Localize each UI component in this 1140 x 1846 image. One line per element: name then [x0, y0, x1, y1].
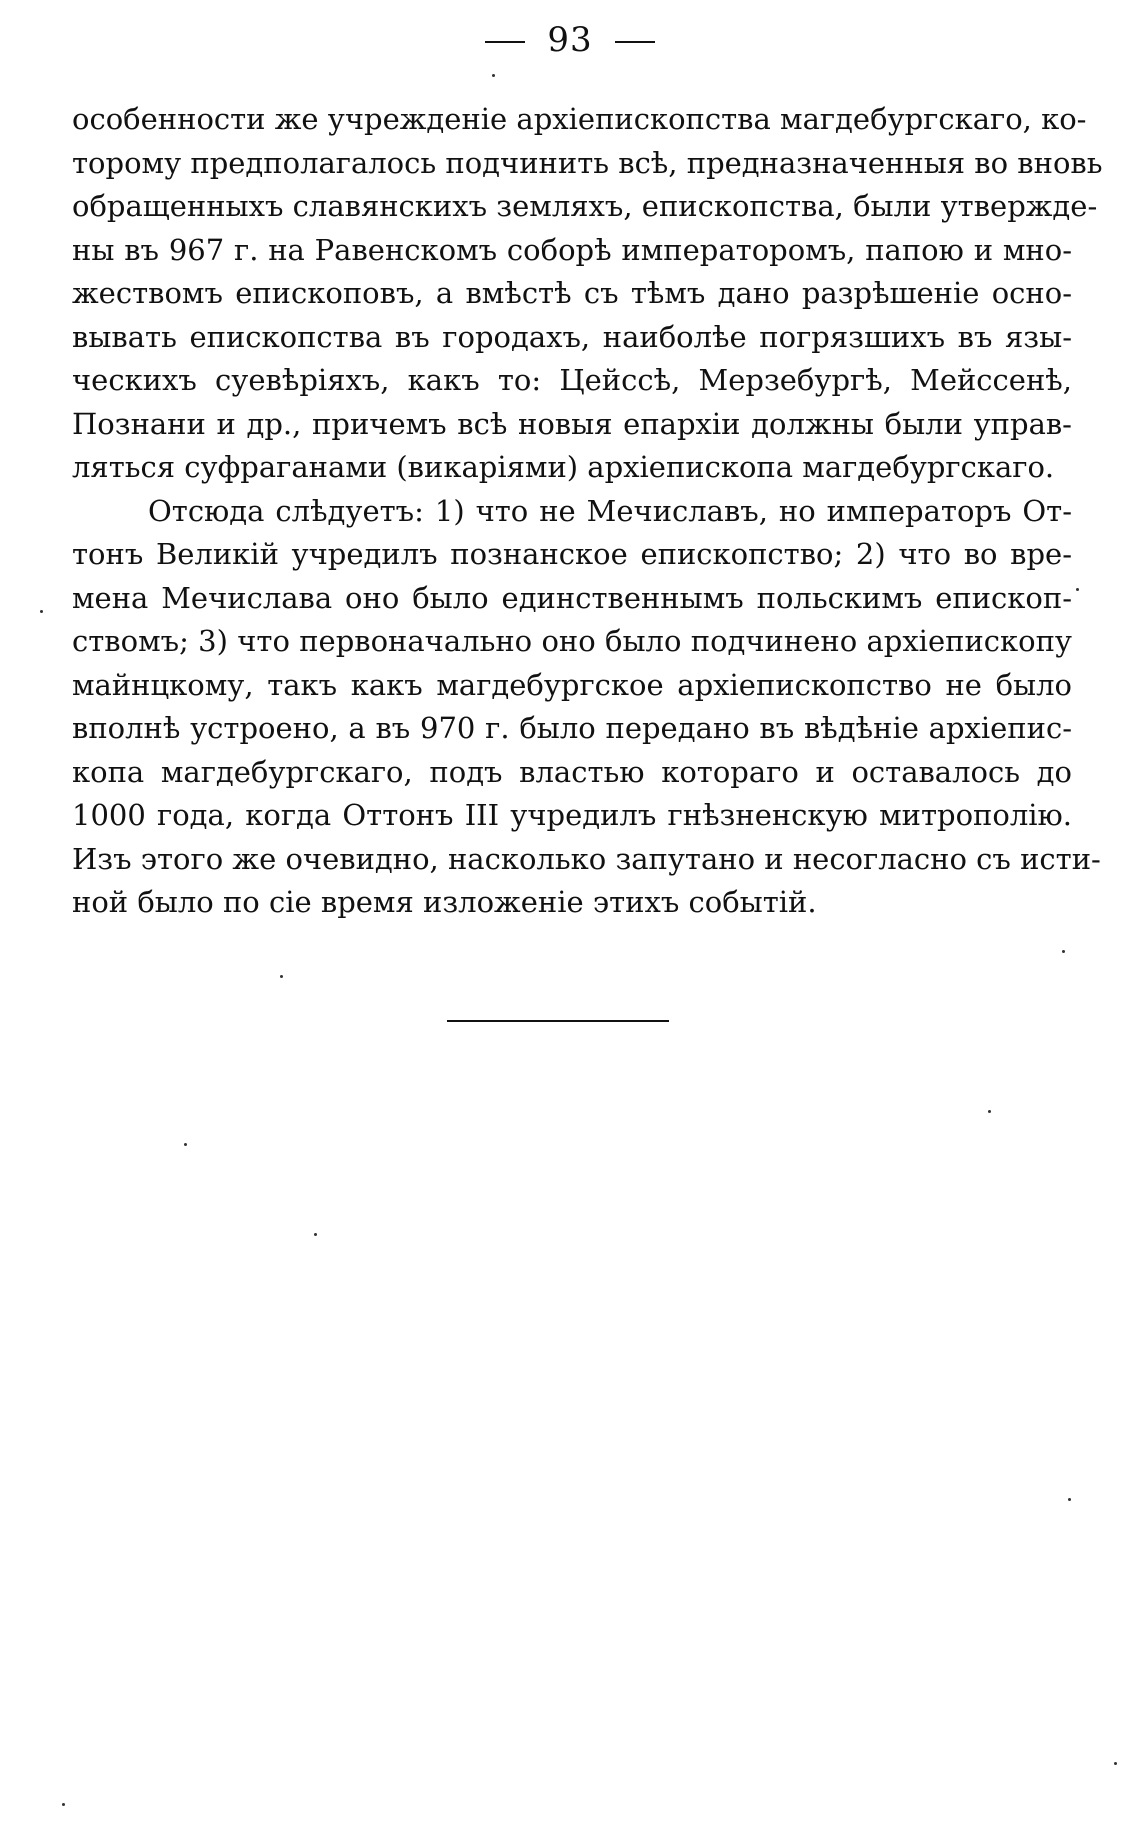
scan-speck	[492, 74, 495, 77]
text-line: тонъ Великій учредилъ познанское епископство; 2) что во вре-	[72, 537, 1072, 571]
scan-speck	[62, 1803, 65, 1806]
text-line: торому предполагалось подчинить всѣ, предназначенныя во вновь	[72, 145, 1103, 180]
text-line: Познани и др., причемъ всѣ новыя епархіи должны были управ-	[72, 406, 1072, 441]
text-line: 1000 года, когда Оттонъ III учредилъ гнѣзненскую митрополію.	[72, 798, 1072, 832]
scan-speck	[1114, 1762, 1117, 1765]
scan-speck	[40, 610, 43, 613]
scan-speck	[1062, 950, 1065, 953]
text-line: вполнѣ устроено, а въ 970 г. было передано въ вѣдѣніе архіепис-	[72, 711, 1072, 745]
text-line: обращенныхъ славянскихъ земляхъ, епископства, были утвержде-	[72, 189, 1098, 223]
text-line: ны въ 967 г. на Равенскомъ соборѣ императоромъ, папою и мно-	[72, 232, 1072, 267]
text-line: ляться суфраганами (викаріями) архіепископа магдебургскаго.	[72, 450, 1055, 484]
header-dash-right	[615, 41, 655, 43]
paragraph-1	[72, 98, 1103, 490]
scan-speck	[988, 1110, 991, 1113]
scan-speck	[314, 1233, 317, 1236]
text-line: Изъ этого же очевидно, насколько запутано и несогласно съ исти-	[72, 841, 1101, 876]
text-line: ной было по сіе время изложеніе этихъ событій.	[72, 885, 817, 919]
text-line: копа магдебургскаго, подъ властью котораго и оставалось до	[72, 754, 1072, 789]
text-line: мена Мечислава оно было единственнымъ польскимъ епископ-	[72, 580, 1072, 615]
text-line: вывать епископства въ городахъ, наиболѣе погрязшихъ въ язы-	[72, 319, 1072, 354]
section-end-rule	[447, 1020, 669, 1022]
page-header	[0, 20, 1140, 60]
scan-speck	[1068, 1498, 1071, 1501]
paragraph-2	[72, 490, 1101, 925]
header-dash-left	[485, 41, 525, 43]
page-number: 93	[547, 20, 593, 60]
text-line: Отсюда слѣдуетъ: 1) что не Мечиславъ, но императоръ От-	[148, 493, 1072, 528]
scan-speck	[184, 1143, 187, 1146]
scan-speck	[1076, 588, 1079, 591]
scan-speck	[280, 975, 283, 978]
text-line: жествомъ епископовъ, а вмѣстѣ съ тѣмъ дано разрѣшеніе осно-	[72, 276, 1072, 310]
body-text	[72, 98, 1103, 925]
text-line: особенности же учрежденіе архіепископства магдебургскаго, ко-	[72, 102, 1087, 136]
text-line: ствомъ; 3) что первоначально оно было подчинено архіепископу	[72, 624, 1072, 658]
text-line: майнцкому, такъ какъ магдебургское архіепископство не было	[72, 667, 1072, 702]
text-line: ческихъ суевѣріяхъ, какъ то: Цейссѣ, Мерзебургѣ, Мейссенѣ,	[72, 363, 1072, 397]
